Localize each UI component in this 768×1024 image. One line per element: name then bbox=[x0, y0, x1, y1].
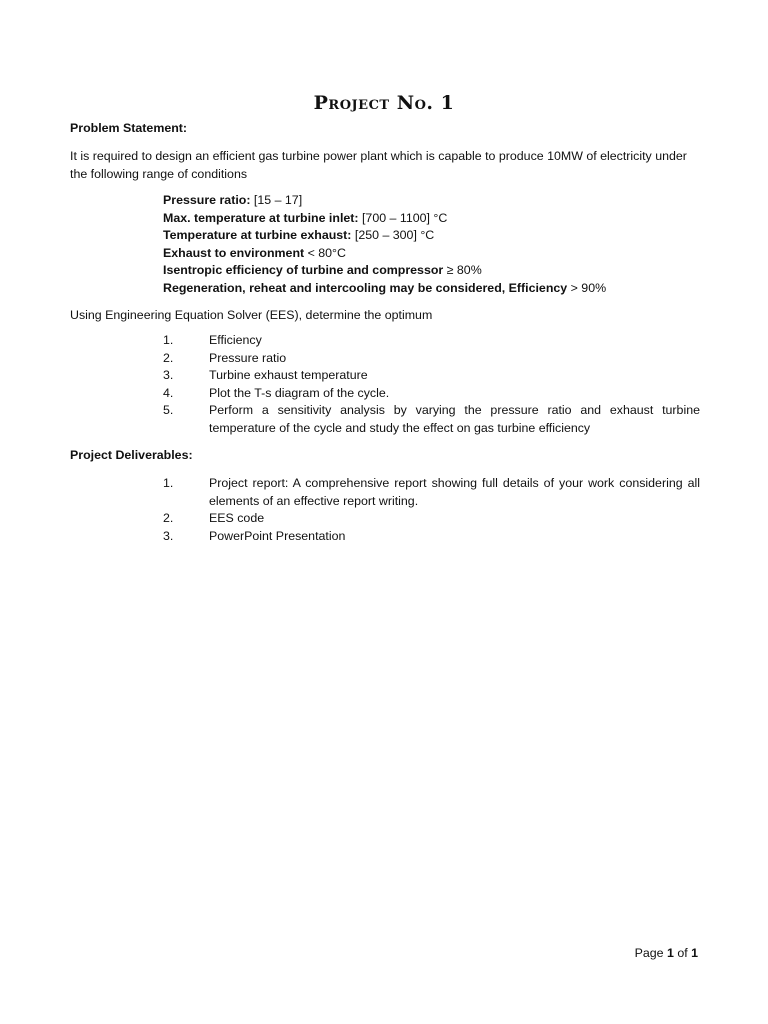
list-item: 3. PowerPoint Presentation bbox=[163, 528, 346, 543]
using-ees-text: Using Engineering Equation Solver (EES), determine the optimum bbox=[70, 308, 433, 322]
list-item: 2. EES code bbox=[163, 511, 265, 526]
list-item: 2. Pressure ratio bbox=[163, 350, 287, 365]
list-item: 5. Perform a sensitivity analysis by varying the pressure ratio and exhaust turbine temperature of the cycle and study the effect on gas turbine efficiency bbox=[163, 403, 700, 435]
page-number-footer: Page 1 of 1 bbox=[634, 946, 698, 960]
deliverables-list bbox=[163, 475, 700, 545]
list-item: 3. Turbine exhaust temperature bbox=[163, 368, 368, 383]
condition-isentropic-efficiency: Isentropic efficiency of turbine and compressor ≥ 80% bbox=[163, 263, 482, 278]
condition-pressure-ratio: Pressure ratio: [15 – 17] bbox=[163, 193, 303, 207]
project-deliverables-heading: Project Deliverables: bbox=[70, 448, 193, 462]
conditions-block bbox=[163, 192, 606, 298]
page-title: Project No. 1 bbox=[313, 92, 455, 114]
condition-exhaust-temp: Temperature at turbine exhaust: [250 – 300] °C bbox=[163, 228, 435, 243]
optimum-list bbox=[163, 332, 700, 438]
condition-exhaust-environment: Exhaust to environment < 80°C bbox=[163, 245, 346, 260]
list-item: 4. Plot the T-s diagram of the cycle. bbox=[163, 385, 390, 400]
list-item: 1. Project report: A comprehensive report showing full details of your work considering all elements of an effective report writing. bbox=[163, 476, 700, 508]
problem-statement-heading: Problem Statement: bbox=[70, 121, 188, 135]
condition-regeneration-efficiency: Regeneration, reheat and intercooling may be considered, Efficiency > 90% bbox=[163, 280, 607, 295]
list-item: 1. Efficiency bbox=[163, 333, 262, 347]
condition-max-inlet-temp: Max. temperature at turbine inlet: [700 – 1100] °C bbox=[163, 210, 448, 225]
intro-paragraph: It is required to design an efficient gas turbine power plant which is capable to produce 10MW of electricity under the following range of conditions bbox=[70, 149, 687, 181]
